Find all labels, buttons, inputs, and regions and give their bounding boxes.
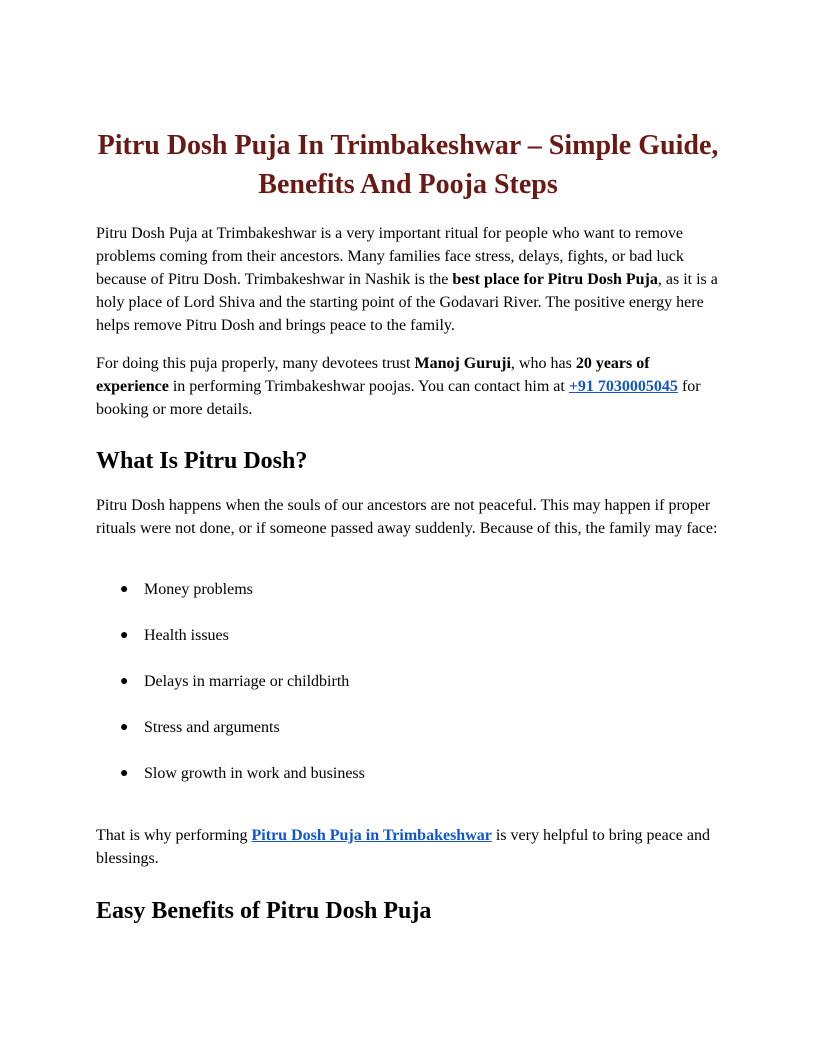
bullet-icon: ● bbox=[120, 582, 129, 597]
intro-text: , as it is a holy place of Lord Shiva and the starting point of the Godavari River. The positive energy here helps remove Pitru Dosh and brings peace to the family. bbox=[96, 271, 718, 334]
list-item bbox=[96, 762, 720, 808]
list-item bbox=[96, 670, 720, 716]
list-item-text: Slow growth in work and business bbox=[144, 765, 365, 782]
list-item-text: Stress and arguments bbox=[144, 719, 280, 736]
list-item-text: Health issues bbox=[144, 627, 229, 644]
bullet-icon: ● bbox=[120, 720, 129, 735]
list-item-text: Delays in marriage or childbirth bbox=[144, 673, 350, 690]
phone-link[interactable]: +91 7030005045 bbox=[568, 378, 678, 395]
list-item bbox=[96, 578, 720, 624]
intro-text: Pitru Dosh Puja at Trimbakeshwar is a very important ritual for people who want to remove problems coming from their ancestors. Many families face stress, delays, fights, or bad luck because of Pitru Dosh. Trimbakeshwar in Nashik is the bbox=[96, 225, 684, 288]
intro-text: For doing this puja properly, many devotees trust bbox=[96, 355, 415, 372]
bullet-icon: ● bbox=[120, 674, 129, 689]
problems-list bbox=[96, 578, 720, 808]
intro-bold-text: best place for Pitru Dosh Puja bbox=[452, 271, 658, 288]
intro-paragraph-1 bbox=[96, 222, 720, 337]
section-heading-what-is-pitru-dosh: What Is Pitru Dosh? bbox=[96, 448, 308, 474]
intro-text: for booking or more details. bbox=[96, 378, 701, 418]
list-item bbox=[96, 624, 720, 670]
page-title: Pitru Dosh Puja In Trimbakeshwar – Simple Guide, Benefits And Pooja Steps bbox=[97, 130, 719, 200]
list-item-text: Money problems bbox=[144, 581, 253, 598]
list-item bbox=[96, 716, 720, 762]
pitru-dosh-puja-link[interactable]: Pitru Dosh Puja in Trimbakeshwar bbox=[251, 827, 492, 844]
closing-paragraph bbox=[96, 824, 720, 870]
intro-text: in performing Trimbakeshwar poojas. You can contact him at bbox=[168, 378, 569, 395]
bullet-icon: ● bbox=[120, 766, 129, 781]
closing-text: That is why performing bbox=[96, 827, 252, 844]
section1-paragraph: Pitru Dosh happens when the souls of our ancestors are not peaceful. This may happen if proper rituals were not done, or if someone passed away suddenly. Because of this, the family may face: bbox=[96, 497, 718, 537]
closing-text: is very helpful to bring peace and blessings. bbox=[96, 827, 711, 867]
section-heading-benefits: Easy Benefits of Pitru Dosh Puja bbox=[96, 898, 432, 924]
bullet-icon: ● bbox=[120, 628, 129, 643]
intro-text: , who has bbox=[510, 355, 576, 372]
experience-text: 20 years of experience bbox=[96, 355, 650, 395]
intro-paragraph-2 bbox=[96, 352, 720, 421]
guru-name: Manoj Guruji bbox=[414, 355, 511, 372]
